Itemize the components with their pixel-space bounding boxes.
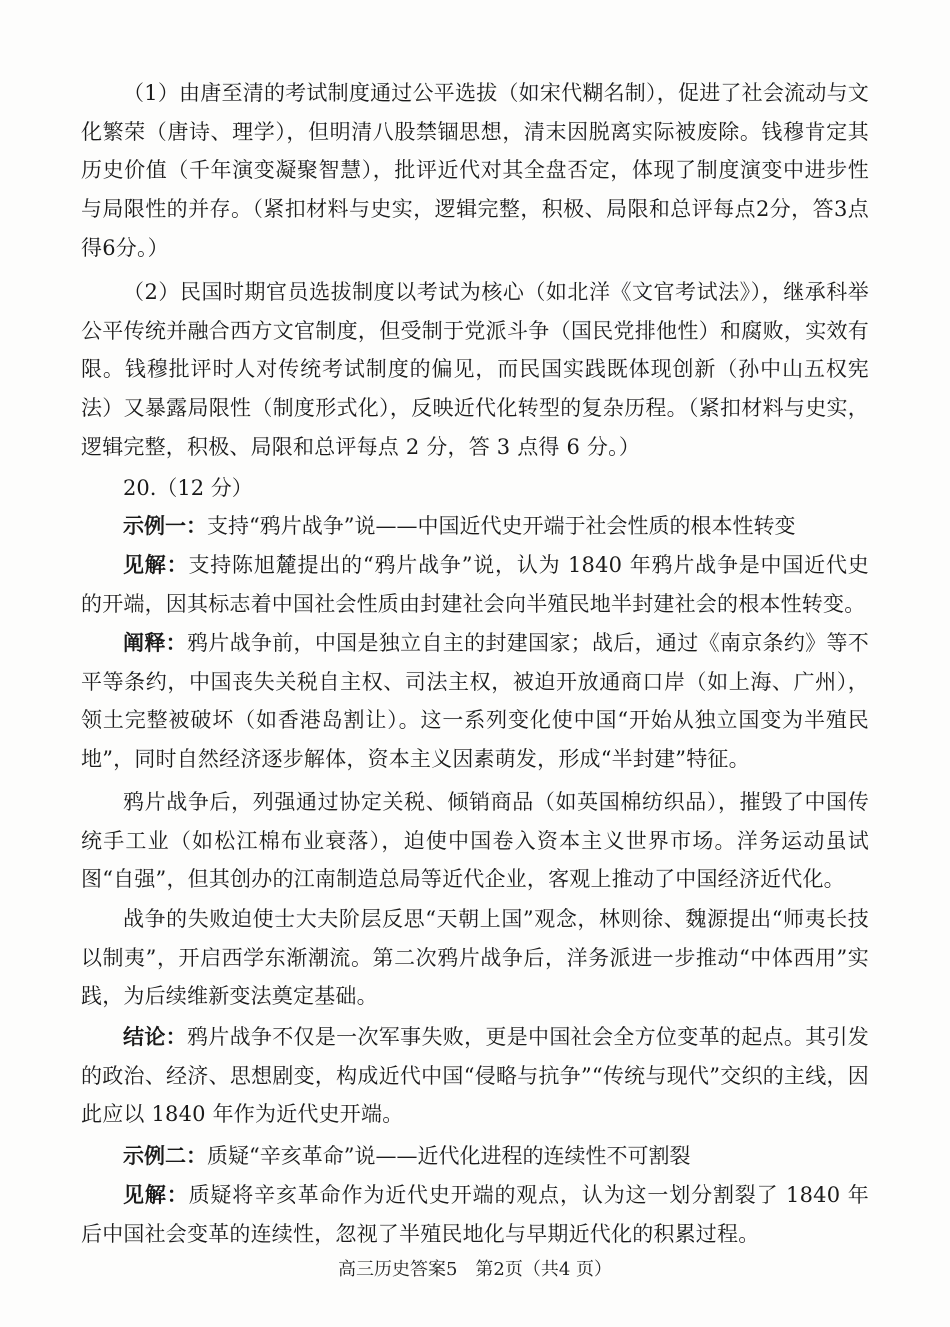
- example-1-title: 支持“鸦片战争”说——中国近代史开端于社会性质的根本性转变: [207, 514, 796, 538]
- example-2-title: 质疑“辛亥革命”说——近代化进程的连续性不可割裂: [207, 1144, 691, 1168]
- example-1-heading: [123, 507, 869, 546]
- view-1-text: 支持陈旭麓提出的“鸦片战争”说，认为 1840 年鸦片战争是中国近代史的开端，因其标志着中国社会性质由封建社会向半殖民地半封建社会的根本性转变。: [81, 553, 869, 616]
- example-2-heading: [123, 1137, 869, 1176]
- explain-label: 阐释：: [123, 631, 187, 655]
- page-footer: 高三历史答案5 第2页（共4 页）: [337, 1259, 613, 1280]
- conclusion-text: 鸦片战争不仅是一次军事失败，更是中国社会全方位变革的起点。其引发的政治、经济、思想剧变，构成近代中国“侵略与抗争”“传统与现代”交织的主线，因此应以 1840 年作为近代史开端。: [81, 1025, 869, 1127]
- thought-paragraph: 战争的失败迫使士大夫阶层反思“天朝上国”观念，林则徐、魏源提出“师夷长技以制夷”，开启西学东渐潮流。第二次鸦片战争后，洋务派进一步推动“中体西用”实践，为后续维新变法奠定基础。: [81, 907, 869, 1009]
- answer-part-2: （2）民国时期官员选拔制度以考试为核心（如北洋《文官考试法》），继承科举公平传统并融合西方文官制度，但受制于党派斗争（国民党排他性）和腐败，实效有限。钱穆批评时人对传统考试制度的偏见，而民国实践既体现创新（孙中山五权宪法）又暴露局限性（制度形式化），反映近代化转型的复杂历程。（紧扣材料与史实，逻辑完整，积极、局限和总评每点 2 分，答 3 点得 6 分。）: [81, 280, 869, 459]
- conclusion-label: 结论：: [123, 1025, 187, 1049]
- answer-part-1: （1）由唐至清的考试制度通过公平选拔（如宋代糊名制），促进了社会流动与文化繁荣（唐诗、理学），但明清八股禁锢思想，清末因脱离实际被废除。钱穆肯定其历史价值（千年演变凝聚智慧），批评近代对其全盘否定，体现了制度演变中进步性与局限性的并存。（紧扣材料与史实，逻辑完整，积极、局限和总评每点2分，答3点得6分。）: [81, 81, 869, 260]
- explain-paragraph: [81, 624, 869, 779]
- view-1-label: 见解：: [123, 553, 189, 577]
- view-1-paragraph: [81, 546, 869, 623]
- view-2-label: 见解：: [123, 1183, 189, 1207]
- view-2-paragraph: [81, 1176, 869, 1253]
- question-20-heading: 20.（12 分）: [123, 476, 253, 500]
- example-1-label: 示例一：: [123, 514, 207, 538]
- conclusion-paragraph: [81, 1018, 869, 1134]
- explain-text: 鸦片战争前，中国是独立自主的封建国家；战后，通过《南京条约》等不平等条约，中国丧失关税自主权、司法主权，被迫开放通商口岸（如上海、广州），领土完整被破坏（如香港岛割让）。这一系列变化使中国“开始从独立国变为半殖民地”，同时自然经济逐步解体，资本主义因素萌发，形成“半封建”特征。: [81, 631, 869, 772]
- example-2-label: 示例二：: [123, 1144, 207, 1168]
- economy-paragraph: 鸦片战争后，列强通过协定关税、倾销商品（如英国棉纺织品），摧毁了中国传统手工业（如松江棉布业衰落），迫使中国卷入资本主义世界市场。洋务运动虽试图“自强”，但其创办的江南制造总局等近代企业，客观上推动了中国经济近代化。: [81, 790, 869, 892]
- view-2-text: 质疑将辛亥革命作为近代史开端的观点，认为这一划分割裂了 1840 年后中国社会变革的连续性，忽视了半殖民地化与早期近代化的积累过程。: [81, 1183, 870, 1246]
